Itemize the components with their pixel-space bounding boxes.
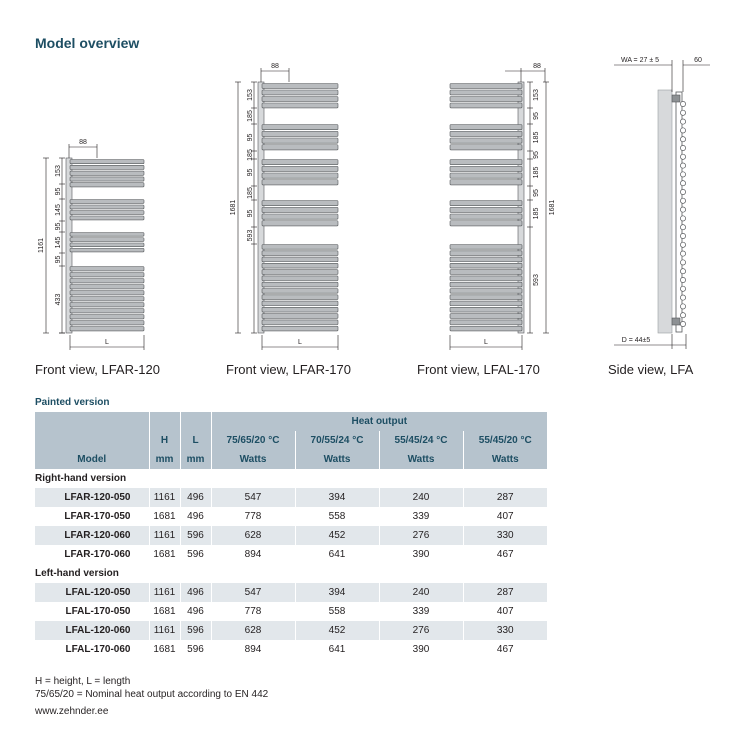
- cell-watts: 628: [211, 621, 295, 640]
- section-label: Painted version: [35, 397, 110, 408]
- dim-segment-label: 95: [247, 133, 254, 142]
- dim-wall-label: WA = 27 ± 5: [620, 57, 660, 64]
- radiator-tube: [262, 180, 338, 185]
- cell-l: 496: [180, 488, 211, 507]
- header-row-1: [35, 412, 547, 431]
- header-unit-4: Watts: [463, 450, 547, 469]
- cell-watts: 339: [379, 507, 463, 526]
- radiator-tube: [262, 214, 338, 219]
- dim-top-label: 88: [79, 139, 87, 146]
- radiator-tube: [262, 245, 338, 250]
- tube-section: [680, 216, 685, 221]
- radiator-tube: [262, 251, 338, 256]
- cell-watts: 407: [463, 602, 547, 621]
- radiator-tube: [450, 320, 522, 325]
- cell-watts: 547: [211, 583, 295, 602]
- radiator-tube: [450, 263, 522, 268]
- dim-segment-label: 153: [533, 89, 540, 101]
- tube-section: [680, 313, 685, 318]
- dim-segment-label: 185: [247, 110, 254, 122]
- radiator-tube: [70, 248, 144, 252]
- radiator-tube: [450, 138, 522, 143]
- cell-l: 496: [180, 507, 211, 526]
- radiator-tube: [262, 97, 338, 102]
- cell-l: 596: [180, 640, 211, 659]
- table-row: [35, 488, 547, 507]
- radiator-tube: [70, 171, 144, 175]
- tube-section: [680, 225, 685, 230]
- header-blank: [35, 412, 149, 431]
- radiator-tube: [450, 295, 522, 300]
- radiator-tube: [450, 125, 522, 130]
- tube-section: [680, 242, 685, 247]
- table-row: [35, 583, 547, 602]
- radiator-tube: [450, 301, 522, 306]
- cell-watts: 452: [295, 526, 379, 545]
- bracket-top: [672, 95, 680, 102]
- cell-watts: 558: [295, 602, 379, 621]
- radiator-tube: [450, 145, 522, 150]
- radiator-tube: [450, 103, 522, 108]
- dim-segment-label: 153: [247, 89, 254, 101]
- radiator-tube: [450, 289, 522, 294]
- cell-watts: 641: [295, 545, 379, 564]
- radiator-tube: [450, 166, 522, 171]
- cell-watts: 778: [211, 507, 295, 526]
- tube-section: [680, 163, 685, 168]
- radiator-tube: [262, 84, 338, 89]
- cell-h: 1681: [149, 602, 180, 621]
- radiator-tube: [262, 138, 338, 143]
- cell-l: 596: [180, 545, 211, 564]
- radiator-tube: [70, 200, 144, 204]
- caption-side-view: Side view, LFA: [608, 362, 694, 377]
- header-unit-3: Watts: [379, 450, 463, 469]
- cell-watts: 628: [211, 526, 295, 545]
- group-label: Left-hand version: [35, 564, 547, 583]
- header-model: Model: [35, 450, 149, 469]
- dim-top-label: 88: [533, 63, 541, 70]
- radiator-tube: [70, 233, 144, 237]
- dim-segment-label: 593: [533, 274, 540, 286]
- drawing-lfar-120: [38, 139, 144, 350]
- radiator-tube: [450, 201, 522, 206]
- cell-model: LFAR-120-060: [35, 526, 149, 545]
- tube-section: [680, 304, 685, 309]
- cell-watts: 894: [211, 545, 295, 564]
- radiator-tube: [450, 160, 522, 165]
- dim-segment-label: 593: [247, 229, 254, 242]
- dim-segment-label: 95: [533, 151, 540, 159]
- dim-length-label: L: [105, 339, 109, 346]
- cell-h: 1681: [149, 545, 180, 564]
- radiator-tube: [70, 205, 144, 209]
- radiator-tube: [70, 327, 144, 331]
- dim-length-label: L: [298, 339, 302, 346]
- dim-segment-label: 185: [533, 131, 540, 144]
- cell-h: 1161: [149, 583, 180, 602]
- radiator-tube: [70, 321, 144, 325]
- footnote-line-1: H = height, L = length: [35, 676, 131, 687]
- radiator-tube: [70, 291, 144, 295]
- dim-height-label: 1681: [230, 199, 237, 216]
- radiator-tube: [262, 307, 338, 312]
- radiator-tube: [262, 295, 338, 300]
- radiator-tube: [450, 173, 522, 178]
- radiator-tube: [262, 145, 338, 150]
- table-row: [35, 526, 547, 545]
- cell-watts: 240: [379, 488, 463, 507]
- bracket-bottom: [672, 318, 680, 325]
- cell-watts: 467: [463, 545, 547, 564]
- tube-section: [680, 128, 685, 133]
- radiator-tube: [70, 303, 144, 307]
- dim-segment-label: 95: [533, 189, 540, 197]
- radiator-tube: [262, 320, 338, 325]
- radiator-tube: [70, 309, 144, 313]
- cell-l: 496: [180, 583, 211, 602]
- header-row-2: [35, 431, 547, 450]
- radiator-tube: [70, 177, 144, 181]
- radiator-tube: [450, 90, 522, 95]
- radiator-tube: [450, 270, 522, 275]
- radiator-tube: [450, 221, 522, 226]
- tube-section: [680, 101, 685, 106]
- cell-watts: 339: [379, 602, 463, 621]
- cell-h: 1161: [149, 488, 180, 507]
- group-row: [35, 469, 547, 488]
- cell-model: LFAR-120-050: [35, 488, 149, 507]
- table-row: [35, 602, 547, 621]
- cell-watts: 394: [295, 583, 379, 602]
- header-heat-output: Heat output: [211, 412, 547, 431]
- footnote-line-2: 75/65/20 = Nominal heat output according to EN 442: [35, 688, 269, 700]
- cell-watts: 547: [211, 488, 295, 507]
- header-unit-2: Watts: [295, 450, 379, 469]
- dim-segment-label: 95: [55, 222, 62, 231]
- radiator-tube: [450, 307, 522, 312]
- website-link[interactable]: www.zehnder.ee: [35, 706, 109, 717]
- tube-section: [680, 207, 685, 212]
- header-unit-1: Watts: [211, 450, 295, 469]
- radiator-tube: [450, 276, 522, 281]
- dim-segment-label: 145: [55, 236, 62, 249]
- radiator-tube: [70, 211, 144, 215]
- cell-watts: 558: [295, 507, 379, 526]
- tube-section: [680, 172, 685, 177]
- radiator-tube: [70, 267, 144, 271]
- dim-segment-label: 185: [533, 166, 540, 179]
- cell-watts: 467: [463, 640, 547, 659]
- cell-watts: 641: [295, 640, 379, 659]
- tube-section: [680, 110, 685, 115]
- radiator-tube: [70, 243, 144, 247]
- tube-section: [680, 251, 685, 256]
- header-h-unit: mm: [149, 450, 180, 469]
- page-title: Model overview: [35, 35, 140, 51]
- radiator-tube: [450, 84, 522, 89]
- cell-model: LFAR-170-050: [35, 507, 149, 526]
- header-h: H: [149, 431, 180, 450]
- cell-watts: 390: [379, 545, 463, 564]
- cell-watts: 276: [379, 621, 463, 640]
- cell-watts: 894: [211, 640, 295, 659]
- header-col-1: 75/65/20 °C: [211, 431, 295, 450]
- table-row: [35, 640, 547, 659]
- radiator-tube: [450, 314, 522, 319]
- cell-h: 1681: [149, 507, 180, 526]
- radiator-tube: [450, 257, 522, 262]
- dim-segment-label: 95: [247, 168, 254, 177]
- caption-lfar-170: Front view, LFAR-170: [226, 362, 351, 377]
- cell-l: 596: [180, 526, 211, 545]
- dim-top-label: 88: [271, 63, 279, 70]
- radiator-tube: [450, 326, 522, 331]
- header-col-2: 70/55/24 °C: [295, 431, 379, 450]
- header-col-3: 55/45/24 °C: [379, 431, 463, 450]
- header-l: L: [180, 431, 211, 450]
- radiator-tube: [262, 173, 338, 178]
- table-row: [35, 545, 547, 564]
- cell-watts: 452: [295, 621, 379, 640]
- cell-watts: 778: [211, 602, 295, 621]
- header-row-3: [35, 450, 547, 469]
- cell-watts: 287: [463, 488, 547, 507]
- radiator-tube: [262, 125, 338, 130]
- cell-model: LFAL-170-060: [35, 640, 149, 659]
- tube-section: [680, 286, 685, 291]
- dim-height-label: 1681: [549, 199, 556, 216]
- radiator-tube: [450, 214, 522, 219]
- dim-segment-label: 95: [533, 112, 540, 120]
- dim-segment-label: 185: [533, 207, 540, 220]
- radiator-tube: [262, 221, 338, 226]
- table-row: [35, 621, 547, 640]
- radiator-tube: [70, 285, 144, 289]
- radiator-tube: [262, 301, 338, 306]
- cell-watts: 276: [379, 526, 463, 545]
- tube-section: [680, 269, 685, 274]
- cell-watts: 330: [463, 621, 547, 640]
- tube-section: [680, 321, 685, 326]
- radiator-tube: [450, 207, 522, 212]
- radiator-tube: [450, 251, 522, 256]
- cell-model: LFAL-120-050: [35, 583, 149, 602]
- radiator-tube: [70, 238, 144, 242]
- radiator-tube: [450, 97, 522, 102]
- tube-section: [680, 119, 685, 124]
- radiator-tube: [262, 314, 338, 319]
- footnotes: [35, 676, 268, 701]
- dim-segment-label: 145: [55, 204, 62, 216]
- group-label: Right-hand version: [35, 469, 547, 488]
- radiator-tube: [70, 273, 144, 277]
- cell-h: 1161: [149, 621, 180, 640]
- dim-segment-label: 95: [247, 209, 254, 218]
- radiator-tube: [70, 183, 144, 187]
- cell-model: LFAL-120-060: [35, 621, 149, 640]
- cell-watts: 330: [463, 526, 547, 545]
- cell-model: LFAR-170-060: [35, 545, 149, 564]
- cell-watts: 240: [379, 583, 463, 602]
- tube-section: [680, 189, 685, 194]
- caption-lfar-120: Front view, LFAR-120: [35, 362, 160, 377]
- radiator-tube: [70, 165, 144, 169]
- dim-height-label: 1161: [38, 237, 45, 254]
- dim-segment-label: 95: [55, 187, 62, 196]
- radiator-tube: [262, 270, 338, 275]
- drawing-lfal-170: [450, 63, 556, 350]
- radiator-tube: [450, 131, 522, 136]
- radiator-tube: [262, 257, 338, 262]
- cell-h: 1681: [149, 640, 180, 659]
- wall-plate: [658, 90, 672, 333]
- drawing-lfar-170: [230, 63, 338, 350]
- radiator-tube: [450, 180, 522, 185]
- header-col-4: 55/45/20 °C: [463, 431, 547, 450]
- dim-segment-label: 95: [55, 255, 62, 264]
- drawing-side-view: [614, 57, 710, 349]
- header-l-unit: mm: [180, 450, 211, 469]
- cell-l: 496: [180, 602, 211, 621]
- radiator-tube: [262, 131, 338, 136]
- cell-watts: 407: [463, 507, 547, 526]
- radiator-tube: [450, 282, 522, 287]
- cell-watts: 390: [379, 640, 463, 659]
- tube-section: [680, 233, 685, 238]
- radiator-tube: [262, 166, 338, 171]
- dim-depth-label: D = 44±5: [621, 337, 651, 344]
- tube-section: [680, 277, 685, 282]
- radiator-tube: [262, 160, 338, 165]
- cell-watts: 287: [463, 583, 547, 602]
- radiator-tube: [70, 160, 144, 164]
- cell-h: 1161: [149, 526, 180, 545]
- radiator-tube: [262, 276, 338, 281]
- radiator-tube: [262, 282, 338, 287]
- radiator-tube: [262, 90, 338, 95]
- group-row: [35, 564, 547, 583]
- radiator-tube: [262, 201, 338, 206]
- cell-model: LFAL-170-050: [35, 602, 149, 621]
- radiator-tube: [262, 207, 338, 212]
- radiator-tube: [70, 297, 144, 301]
- tube-section: [680, 295, 685, 300]
- radiator-tube: [262, 289, 338, 294]
- cell-l: 596: [180, 621, 211, 640]
- tube-section: [680, 260, 685, 265]
- dim-segment-label: 153: [55, 165, 62, 177]
- caption-lfal-170: Front view, LFAL-170: [417, 362, 540, 377]
- radiator-tube: [262, 103, 338, 108]
- radiator-tube: [70, 279, 144, 283]
- tube-section: [680, 198, 685, 203]
- tube-section: [680, 154, 685, 159]
- radiator-tube: [70, 216, 144, 220]
- cell-watts: 394: [295, 488, 379, 507]
- radiator-tube: [262, 263, 338, 268]
- table-row: [35, 507, 547, 526]
- radiator-tube: [450, 245, 522, 250]
- radiator-tube: [70, 315, 144, 319]
- dim-length-label: L: [484, 339, 488, 346]
- radiator-tube: [262, 326, 338, 331]
- tube-section: [680, 181, 685, 186]
- dim-segment-label: 185: [247, 187, 254, 199]
- dim-depth-top-label: 60: [694, 57, 702, 64]
- dim-segment-label: 185: [247, 149, 254, 161]
- dim-segment-label: 433: [55, 293, 62, 306]
- tube-section: [680, 137, 685, 142]
- heat-output-table: [35, 412, 547, 659]
- tube-section: [680, 145, 685, 150]
